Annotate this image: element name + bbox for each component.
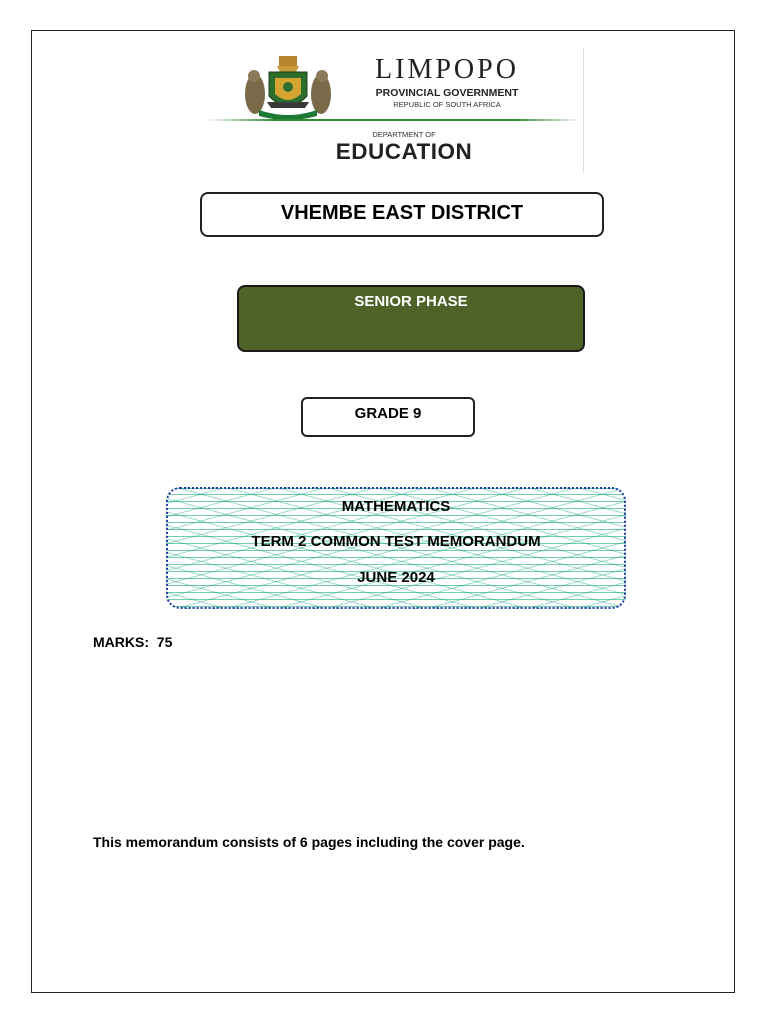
grade-label: GRADE 9 bbox=[354, 405, 422, 422]
test-title: TERM 2 COMMON TEST MEMORANDUM bbox=[251, 533, 541, 550]
limpopo-education-logo bbox=[207, 46, 591, 174]
test-date: JUNE 2024 bbox=[357, 569, 435, 586]
district-box bbox=[200, 192, 604, 237]
marks-line bbox=[93, 634, 172, 650]
subject-box bbox=[166, 487, 626, 609]
grade-box bbox=[301, 397, 475, 437]
logo-province: LIMPOPO bbox=[375, 54, 519, 85]
logo-department: EDUCATION bbox=[335, 139, 473, 164]
subject-title: MATHEMATICS bbox=[341, 498, 451, 515]
logo-vertical-divider bbox=[583, 48, 584, 172]
logo-department-of: DEPARTMENT OF bbox=[372, 130, 436, 139]
phase-label: SENIOR PHASE bbox=[354, 293, 468, 310]
logo-government: PROVINCIAL GOVERNMENT bbox=[375, 87, 519, 99]
page-count-note: This memorandum consists of 6 pages including the cover page. bbox=[93, 834, 525, 850]
phase-box bbox=[237, 285, 585, 352]
marks-label: MARKS: bbox=[93, 634, 149, 650]
coat-of-arms-icon bbox=[241, 54, 335, 122]
district-title: VHEMBE EAST DISTRICT bbox=[280, 202, 524, 224]
marks-value: 75 bbox=[156, 634, 173, 650]
logo-country: REPUBLIC OF SOUTH AFRICA bbox=[393, 100, 501, 109]
logo-divider bbox=[207, 119, 581, 121]
